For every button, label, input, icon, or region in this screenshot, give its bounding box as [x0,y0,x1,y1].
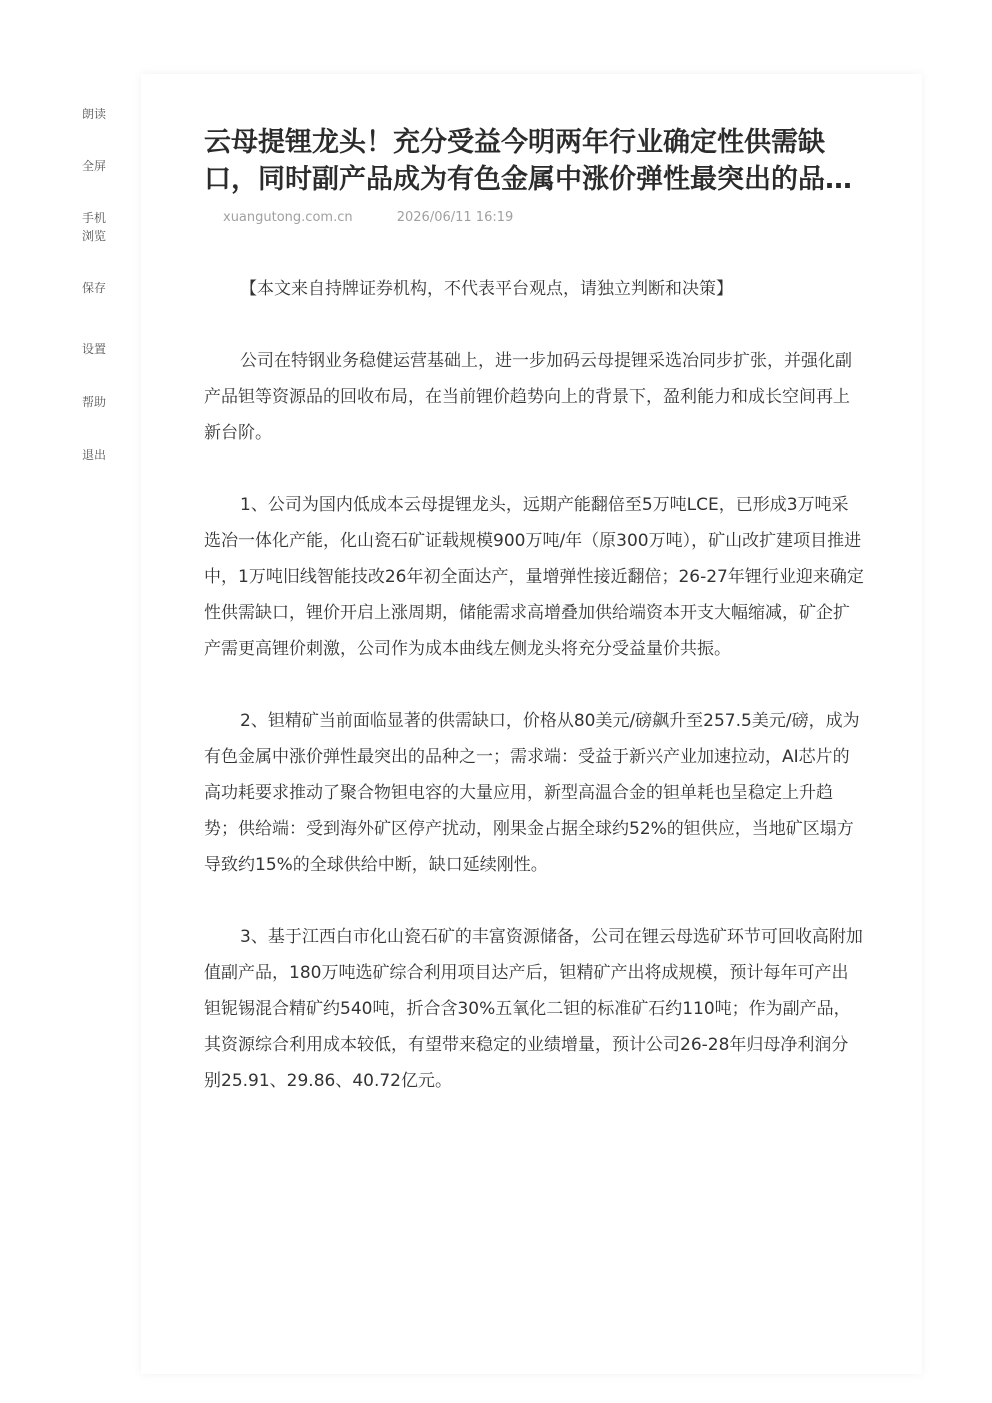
settings-button[interactable]: 设置 [81,342,106,356]
help-button[interactable]: 帮助 [81,395,106,409]
fullscreen-button[interactable]: 全屏 [81,159,106,173]
article-card [141,74,922,1374]
article-title: 云母提锂龙头！充分受益今明两年行业确定性供需缺口，同时副产品成为有色金属中涨价弹性最突出的品种 [204,127,852,195]
article-source: xuangutong.com.cn [223,210,353,225]
article-paragraph: 3、基于江西白市化山瓷石矿的丰富资源储备，公司在锂云母选矿环节可回收高附加值副产品，180万吨选矿综合利用项目达产后，钽精矿产出将成规模，预计每年可产出钽铌锡混合精矿约540吨，折合含30%五氧化二钽的标准矿石约110吨；作为副产品，其资源综合利用成本较低，有望带来稳定的业绩增量，预计公司26-28年归母净利润分别25.91、29.86、40.72亿元。 [204,927,863,1091]
mobile-view-button[interactable]: 手机 浏览 [81,211,106,243]
article-meta [223,210,513,225]
read-aloud-button[interactable]: 朗读 [81,107,106,121]
article-date: 2026/06/11 16:19 [396,210,514,225]
exit-button[interactable]: 退出 [81,448,106,462]
article-body [204,271,864,1135]
article-paragraph: 公司在特钢业务稳健运营基础上，进一步加码云母提锂采选冶同步扩张，并强化副产品钽等资源品的回收布局，在当前锂价趋势向上的背景下，盈利能力和成长空间再上新台阶。 [204,351,852,443]
article-paragraph: 1、公司为国内低成本云母提锂龙头，远期产能翻倍至5万吨LCE，已形成3万吨采选冶一体化产能，化山瓷石矿证载规模900万吨/年（原300万吨），矿山改扩建项目推进中，1万吨旧线智能技改26年初全面达产，量增弹性接近翻倍；26-27年锂行业迎来确定性供需缺口，锂价开启上涨周期，储能需求高增叠加供给端资本开支大幅缩减，矿企扩产需更高锂价刺激，公司作为成本曲线左侧龙头将充分受益量价共振。 [204,495,864,659]
article-paragraph: 2、钽精矿当前面临显著的供需缺口，价格从80美元/磅飙升至257.5美元/磅，成为有色金属中涨价弹性最突出的品种之一；需求端：受益于新兴产业加速拉动，AI芯片的高功耗要求推动了聚合物钽电容的大量应用，新型高温合金的钽单耗也呈稳定上升趋势；供给端：受到海外矿区停产扰动，刚果金占据全球约52%的钽供应，当地矿区塌方导致约15%的全球供给中断，缺口延续刚性。 [204,711,860,875]
save-button[interactable]: 保存 [81,281,106,295]
article-disclaimer: 【本文来自持牌证券机构，不代表平台观点，请独立判断和决策】 [240,279,733,299]
